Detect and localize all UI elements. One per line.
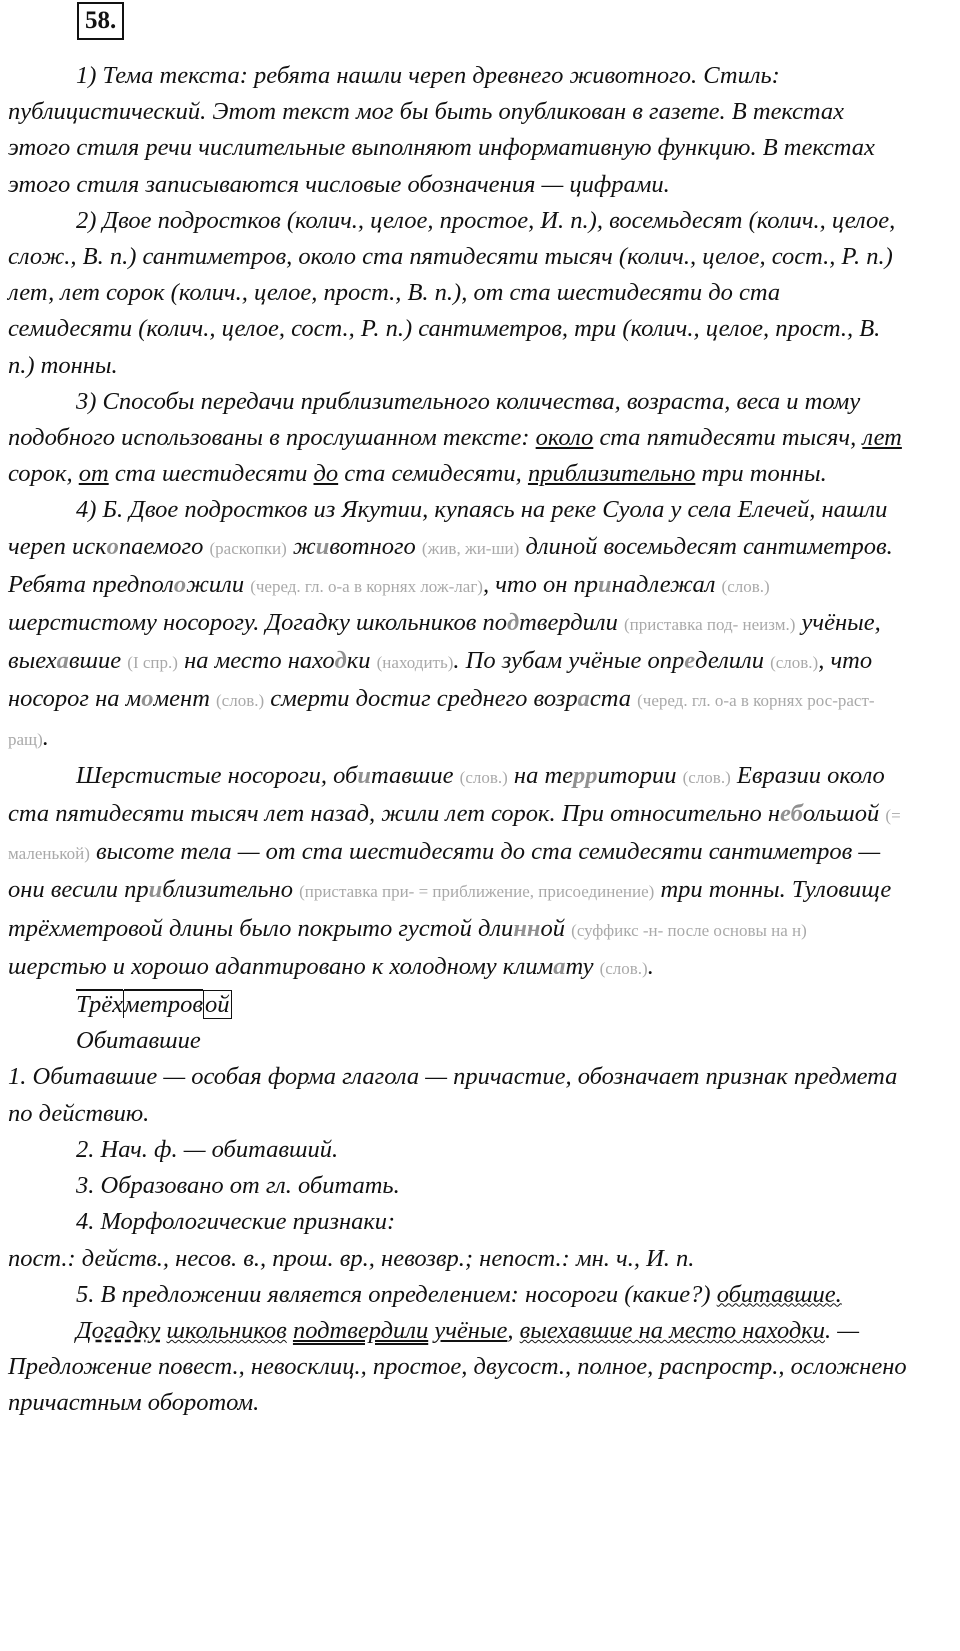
paragraph-2: 2) Двое подростков (колич., целое, простое, И. п.), восемьдесят (колич., целое, слож., В. п.) сантиметров, около ста пятидесяти тысяч (колич., целое, сост., Р. п.) лет, лет сорок (колич., целое, прост., В. п.), от ста шестидесяти до ста семидесяти (колич., целое, сост., Р. п.) сантиметров, три (колич., целое, прост., В. п.) тонны. [8, 206, 896, 379]
highlighted-letter: а [56, 647, 69, 675]
note: (суффикс -н- после основы на н) [571, 920, 807, 940]
note: (слов.) [599, 958, 648, 978]
note: (= маленькой) [8, 806, 901, 864]
highlighted-letter: о [173, 570, 187, 598]
highlighted-letter: и [598, 570, 612, 598]
highlighted-letter: о [106, 532, 119, 560]
underlined-word: обитавшие. [716, 1280, 842, 1308]
note: (слов.) [216, 691, 265, 711]
highlighted-letter: и [357, 761, 372, 789]
note: (черед. гл. о-а в корнях рос-раст- ращ) [8, 691, 875, 749]
note: (раскопки) [209, 538, 287, 558]
analysis-item-4: 4. Морфологические признаки: [76, 1208, 396, 1236]
underlined-word: лет [862, 424, 902, 452]
note: (приставка под- неизм.) [623, 615, 796, 635]
paragraph-5: Шерстистые носороги, обитавшие (слов.) на территории (слов.) Евразии около ста пятидесяти тысяч лет назад, жили лет сорок. При относительно небольшой (= маленькой) высоте тела — от ста шестидесяти до ста семидесяти сантиметров — они весили приблизительно (приставка при- = приближение, присоединение) три тонны. Туловище трёхметровой длины было покрыто густой длинной (суффикс -н- после основы на н) шерстью и хорошо адаптировано к холодному климату (слов.). [8, 761, 901, 980]
highlighted-letter: и [148, 876, 163, 904]
morpheme-ending: ой [205, 991, 230, 1019]
note: (черед. гл. о-а в корнях лож-лаг) [250, 576, 483, 596]
answer-text [8, 58, 908, 1422]
highlighted-letter: д [334, 647, 347, 675]
note: (слов.) [721, 576, 770, 596]
word-morphemic-analysis [8, 987, 908, 1023]
underlined-word: приблизительно [527, 460, 696, 488]
highlighted-letter: е [684, 647, 696, 675]
highlighted-letter: и [315, 532, 330, 560]
paragraph-3: 3) Способы передачи приблизительного количества, возраста, веса и тому подобного использованы в прослушанном тексте: около ста пятидесяти тысяч, лет сорок, от ста шестидесяти до ста семидесяти, приблизительно три тонны. [8, 387, 902, 488]
analysis-item-4-details: пост.: действ., несов. в., прош. вр., невозвр.; непост.: мн. ч., И. п. [8, 1244, 695, 1272]
attribute-word: школьников [166, 1316, 287, 1344]
note: (слов.) [682, 767, 731, 787]
morpheme-root: Трёх [76, 991, 124, 1019]
note: (приставка при- = приближение, присоединение) [299, 882, 655, 902]
object-word: Догадку [76, 1316, 161, 1344]
highlighted-letter: о [141, 685, 154, 713]
analysis-item-2: 2. Нач. ф. — обитавший. [76, 1135, 339, 1163]
note: (жив, жи-ши) [421, 538, 520, 558]
highlighted-letter: а [553, 952, 566, 980]
underlined-word: около [535, 424, 594, 452]
analysis-item-1: 1. Обитавшие — особая форма глагола — причастие, обозначает признак предмета по действию. [8, 1063, 898, 1127]
highlighted-letter: еб [780, 800, 803, 828]
underlined-word: до [313, 460, 339, 488]
morpheme-root: метров [124, 991, 204, 1019]
highlighted-letter: а [577, 685, 590, 713]
analysis-word: Обитавшие [76, 1027, 201, 1055]
paragraph-1: 1) Тема текста: ребята нашли череп древнего животного. Стиль: публицистический. Этот текст мог бы быть опубликован в газете. В текстах этого стиля речи числительные выполняют информативную функцию. В текстах этого стиля записываются числовые обозначения — цифрами. [8, 62, 875, 198]
participial-phrase: выехавшие на место находки [519, 1316, 825, 1344]
analysis-item-5: 5. В предложении является определением: носороги (какие?) обитавшие. [76, 1280, 842, 1308]
predicate-word: подтвердили [292, 1316, 429, 1344]
note: (I спр.) [127, 653, 178, 673]
highlighted-letter: нн [513, 914, 541, 942]
highlighted-letter: д [506, 609, 520, 637]
underlined-word: от [78, 460, 109, 488]
analysis-item-3: 3. Образовано от гл. обитать. [76, 1172, 400, 1200]
note: (слов.) [459, 767, 508, 787]
paragraph-4: 4) Б. Двое подростков из Якутии, купаясь на реке Суола у села Елечей, нашли череп ископаемого (раскопки) животного (жив, жи-ши) длиной восемьдесят сантиметров. Ребята предположили (черед. гл. о-а в корнях лож-лаг), что он принадлежал (слов.) шерстистому носорогу. Догадку школьников подтвердили (приставка под- неизм.) учёные, выехавшие (I спр.) на место находки (находить). По зубам учёные определили (слов.), что носорог на момент (слов.) смерти достиг среднего возраста (черед. гл. о-а в корнях рос-раст- ращ). [8, 496, 893, 751]
subject-word: учёные [434, 1316, 508, 1344]
highlighted-letter: рр [573, 761, 598, 789]
sentence-analysis: Догадку школьников подтвердили учёные, выехавшие на место находки. — Предложение повест., невосклиц., простое, двусост., полное, распростр., осложнено причастным оборотом. [8, 1316, 907, 1417]
note: (находить) [376, 653, 454, 673]
note: (слов.) [770, 653, 819, 673]
exercise-number: 58. [77, 2, 124, 40]
